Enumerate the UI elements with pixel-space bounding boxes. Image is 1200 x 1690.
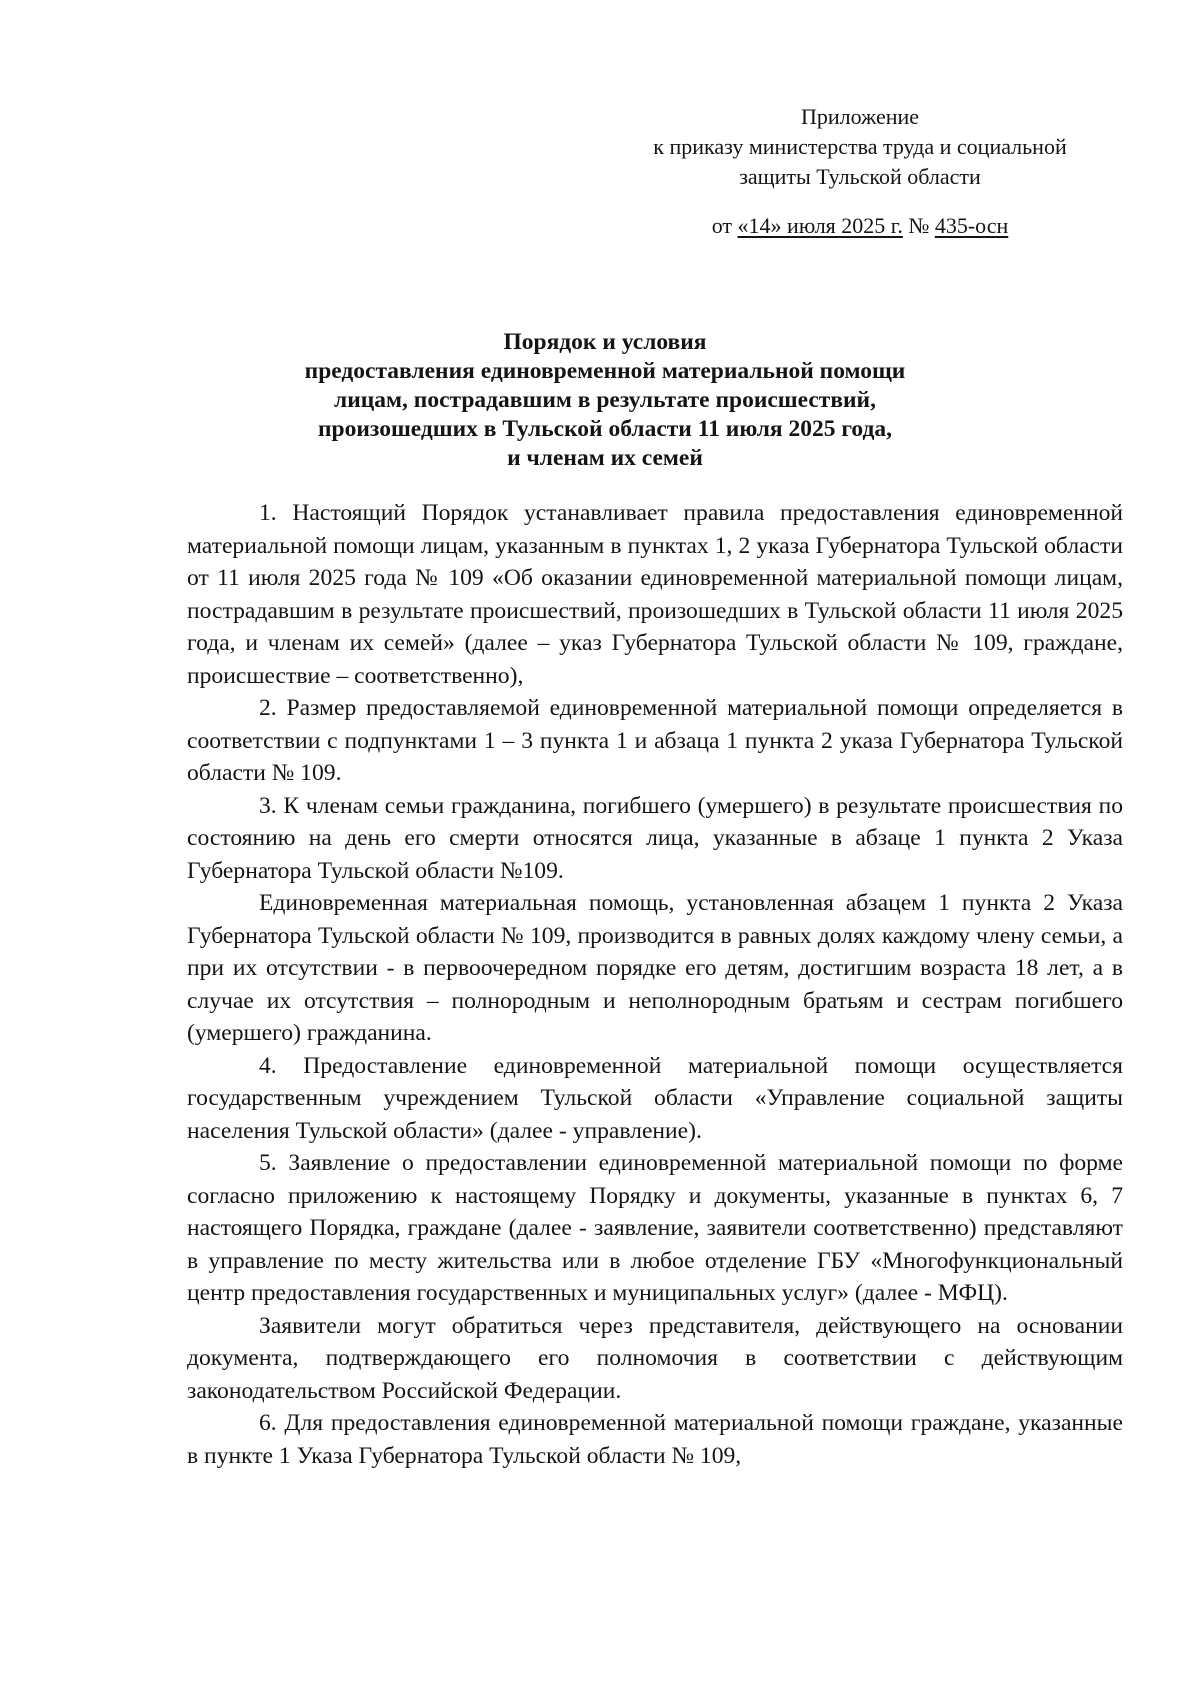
appendix-order-line: к приказу министерства труда и социальной	[653, 134, 1067, 159]
title-line-4: произошедших в Тульской области 11 июля 2025 года,	[317, 416, 893, 442]
appendix-header	[600, 102, 1120, 192]
paragraph-1: 1. Настоящий Порядок устанавливает правила предоставления единовременной материальной помощи лицам, указанным в пунктах 1, 2 указа Губернатора Тульской области от 11 июля 2025 года № 109 «Об оказании единовременной материальной помощи лицам, пострадавшим в результате происшествий, произошедших в Тульской области 11 июля 2025 года, и членам их семей» (далее – указ Губернатора Тульской области № 109, граждане, происшествие – соответственно),	[187, 500, 1123, 689]
order-number: 435-осн	[934, 213, 1009, 238]
order-date: «14» июля 2025 г.	[737, 213, 903, 238]
date-prefix: от	[711, 213, 733, 238]
paragraph-5: 5. Заявление о предоставлении единовременной материальной помощи по форме согласно приложению к настоящему Порядку и документы, указанные в пунктах 6, 7 настоящего Порядка, граждане (далее - заявление, заявители соответственно) представляют в управление по месту жительства или в любое отделение ГБУ «Многофункциональный центр предоставления государственных и муниципальных услуг» (далее - МФЦ).	[187, 1150, 1123, 1306]
title-line-2: предоставления единовременной материальной помощи	[304, 358, 906, 384]
paragraph-4: 4. Предоставление единовременной материальной помощи осуществляется государственным учреждением Тульской области «Управление социальной защиты населения Тульской области» (далее - управление).	[187, 1052, 1123, 1144]
appendix-ministry-line: защиты Тульской области	[739, 164, 981, 189]
number-sign: №	[908, 213, 930, 238]
paragraph-5-continuation: Заявители могут обратиться через представителя, действующего на основании документа, подтверждающего его полномочия в соответствии с действующим законодательством Российской Федерации.	[187, 1312, 1123, 1404]
title-line-1: Порядок и условия	[503, 329, 707, 355]
document-body	[187, 497, 1123, 1472]
paragraph-3: 3. К членам семьи гражданина, погибшего (умершего) в результате происшествия по состоянию на день его смерти относятся лица, указанные в абзаце 1 пункта 2 Указа Губернатора Тульской области №109.	[187, 792, 1123, 884]
paragraph-2: 2. Размер предоставляемой единовременной материальной помощи определяется в соответствии с подпунктами 1 – 3 пункта 1 и абзаца 1 пункта 2 указа Губернатора Тульской области № 109.	[187, 695, 1123, 786]
order-date-line	[600, 211, 1120, 241]
appendix-title: Приложение	[800, 104, 920, 129]
title-line-3: лицам, пострадавшим в результате происшествий,	[334, 387, 876, 413]
paragraph-6: 6. Для предоставления единовременной материальной помощи граждане, указанные в пункте 1 Указа Губернатора Тульской области № 109,	[187, 1410, 1123, 1469]
title-line-5: и членам их семей	[507, 445, 703, 471]
paragraph-3-continuation: Единовременная материальная помощь, установленная абзацем 1 пункта 2 Указа Губернатора Тульской области № 109, производится в равных долях каждому члену семьи, а при их отсутствии - в первоочередном порядке его детям, достигшим возраста 18 лет, а в случае их отсутствия – полнородным и неполнородным братьям и сестрам погибшего (умершего) гражданина.	[187, 890, 1123, 1046]
document-title	[180, 328, 1030, 473]
